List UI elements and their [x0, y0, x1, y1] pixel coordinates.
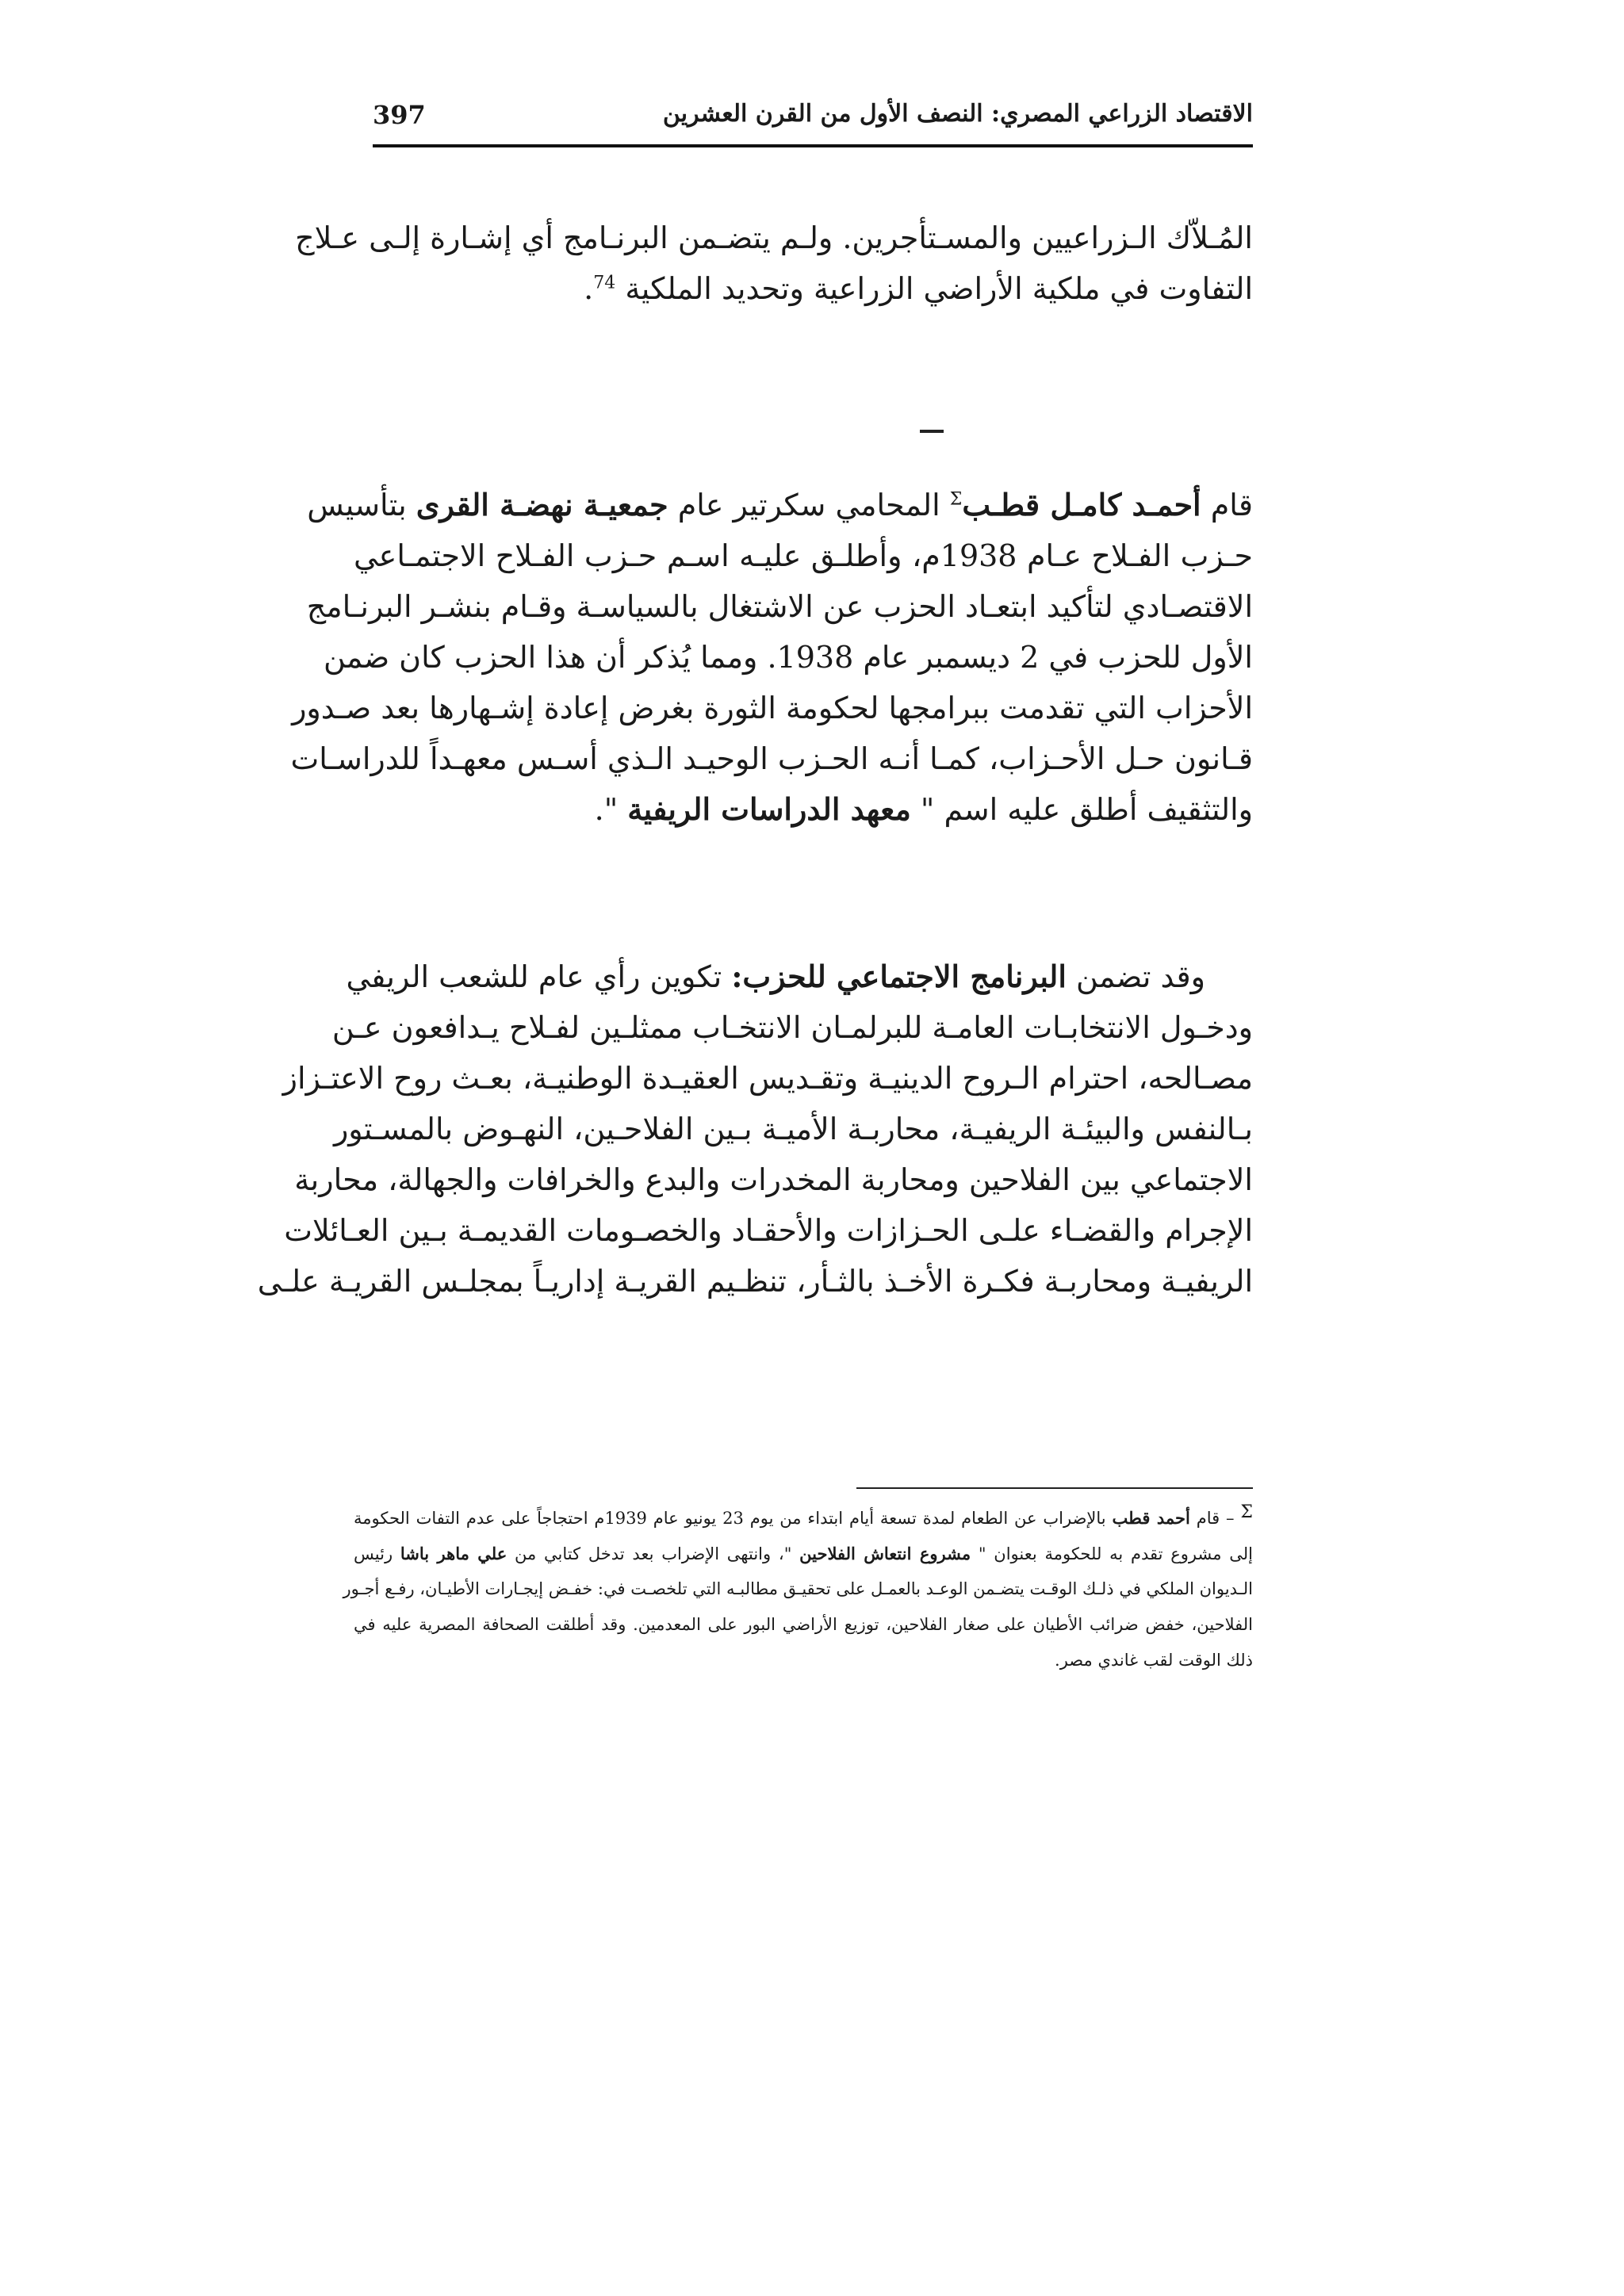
- footnote-line: إلى مشروع تقدم به للحكومة بعنوان " مشروع انتعاش الفلاحين "، وانتهى الإضراب بعد تدخل كتابي من علي ماهر باشا رئيس: [354, 1544, 1254, 1563]
- text-line: الإجرام والقضـاء علـى الحـزازات والأحقـاد والخصـومات القديمـة بـين العـائلات: [284, 1213, 1253, 1248]
- text-line: مصـالحه، احترام الـروح الدينيـة وتقـديس العقيـدة الوطنيـة، بعـث روح الاعتـزاز: [282, 1061, 1253, 1096]
- text-line: الاقتصـادي لتأكيد ابتعـاد الحزب عن الاشتغال بالسياسـة وقـام بنشـر البرنـامج: [306, 589, 1253, 624]
- text-line: ودخـول الانتخابـات العامـة للبرلمـان الانتخـاب ممثلـين لفـلاح يـدافعون عـن: [331, 1010, 1253, 1045]
- footnote-line: الـديوان الملكي في ذلـك الوقـت يتضـمن الوعـد بالعمـل على تحقيـق مطالبـه التي تلخصـت في: خفـض إيجـارات الأطيـان، رفـع أجـور: [343, 1579, 1253, 1598]
- header-title: الاقتصاد الزراعي المصري: النصف الأول من القرن العشرين: [662, 100, 1253, 128]
- footnote-symbol: Σ: [1240, 1502, 1253, 1522]
- text-line: التفاوت في ملكية الأراضي الزراعية وتحديد الملكية $^{74}$.: [584, 271, 1253, 306]
- text-line: قام أحمـد كامـل قطـب$^\Sigma$ المحامي سكرتير عام جمعيـة نهضـة القرى بتأسيس: [307, 487, 1253, 522]
- footnote-symbol: Σ: [949, 489, 963, 510]
- running-header: [373, 95, 1253, 141]
- bold-institute: معهد الدراسات الريفية: [627, 791, 911, 827]
- text-line: بـالنفس والبيئـة الريفيـة، محاربـة الأميـة بـين الفلاحـين، النهـوض بالمسـتور: [333, 1112, 1253, 1146]
- text-line: الأحزاب التي تقدمت ببرامجها لحكومة الثورة بغرض إعادة إشـهارها بعد صـدور: [292, 691, 1253, 725]
- text-line: الاجتماعي بين الفلاحين ومحاربة المخدرات والبدع والخرافات والجهالة، محاربة: [294, 1162, 1253, 1197]
- header-rule: [373, 144, 1253, 147]
- footnote-line: الفلاحين، خفض ضرائب الأطيان على صغار الفلاحين، توزيع الأراضي البور على المعدمين. وقد أطلقت الصحافة المصرية عليه في: [354, 1615, 1253, 1634]
- text-line: وقد تضمن البرنامج الاجتماعي للحزب: تكوين رأي عام للشعب الريفي: [346, 959, 1205, 994]
- page-number: 397: [373, 100, 426, 130]
- text-line: والتثقيف أطلق عليه اسم " معهد الدراسات الريفية ".: [594, 791, 1253, 827]
- bold-program: البرنامج الاجتماعي للحزب:: [731, 959, 1067, 994]
- text-line: قـانون حـل الأحـزاب، كمـا أنـه الحـزب الوحيـد الـذي أسـس معهـداً للدراسـات: [290, 741, 1253, 776]
- paragraph-1: [295, 212, 1253, 314]
- bold-organization: جمعيـة نهضـة القرى: [416, 487, 668, 522]
- footnote-reference: 74: [593, 273, 616, 293]
- footnote-line: ذلك الوقت لقب غاندي مصر.: [1055, 1651, 1253, 1670]
- footnote: [343, 1500, 1254, 1678]
- footnote-rule: [856, 1487, 1253, 1489]
- text-line: حـزب الفـلاح عـام 1938م، وأطلـق عليـه اسـم حـزب الفـلاح الاجتمـاعي: [354, 538, 1253, 573]
- paragraph-3: [257, 951, 1253, 1307]
- text-line: المُـلاّك الـزراعيين والمسـتأجرين. ولـم يتضـمن البرنـامج أي إشـارة إلـى عـلاج: [295, 220, 1253, 255]
- section-separator: [920, 430, 944, 433]
- footnote-line: $^\Sigma$ – قام أحمد قطب بالإضراب عن الطعام لمدة تسعة أيام ابتداء من يوم 23 يونيو عام 1939م احتجاجاً على عدم التفات الحكومة: [354, 1502, 1253, 1528]
- paragraph-2: [290, 480, 1253, 835]
- text-line: الريفيـة ومحاربـة فكـرة الأخـذ بالثـأر، تنظـيم القريـة إداريـاً بمجلـس القريـة علـى: [257, 1264, 1253, 1299]
- text-line: الأول للحزب في 2 ديسمبر عام 1938. ومما يُذكر أن هذا الحزب كان ضمن: [323, 640, 1253, 675]
- bold-name: أحمـد كامـل قطـب: [962, 487, 1201, 522]
